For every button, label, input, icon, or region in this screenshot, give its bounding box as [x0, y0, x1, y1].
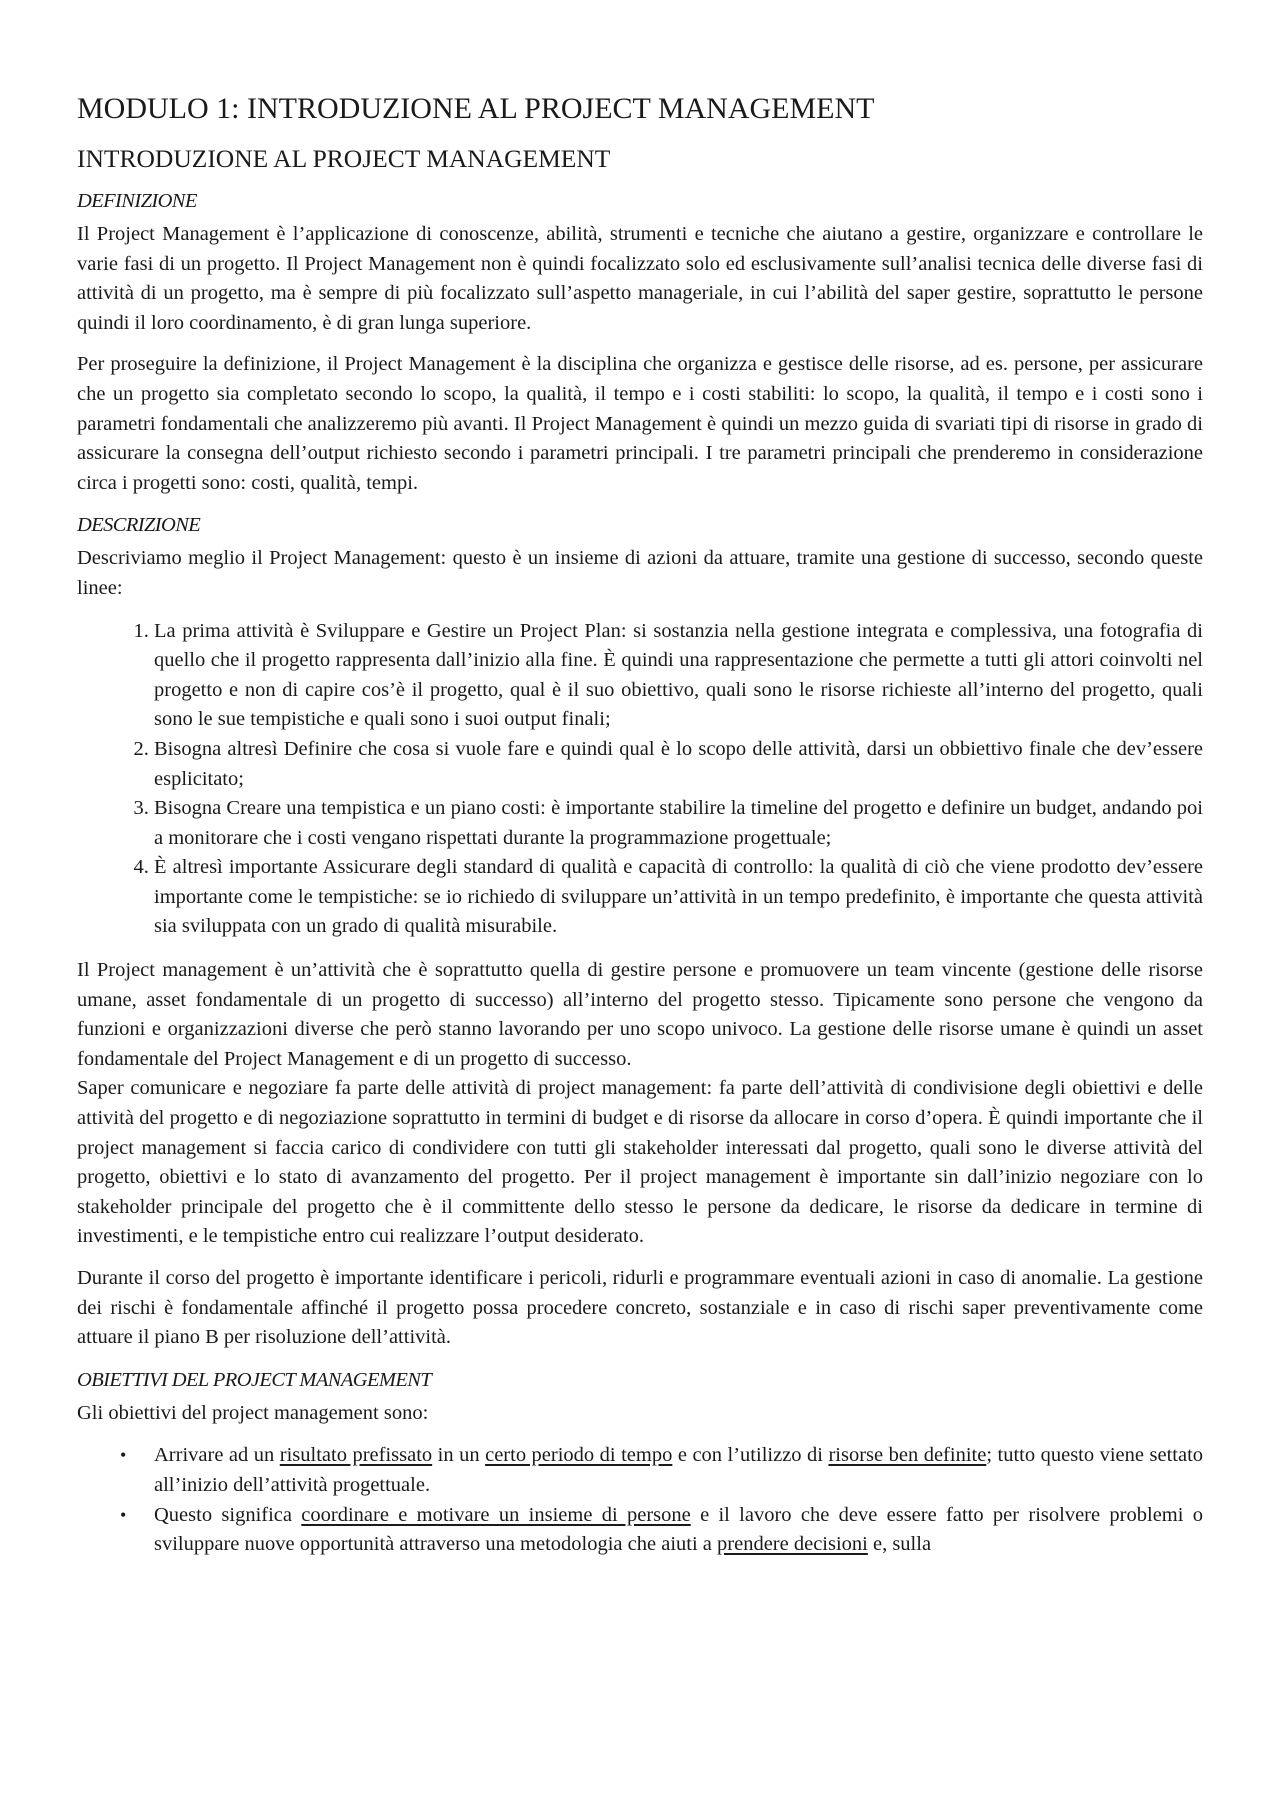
underlined-term: risorse ben definite — [828, 1444, 987, 1467]
text-run: e con l’utilizzo di — [672, 1444, 829, 1467]
text-run: in un — [432, 1444, 486, 1467]
bullet-item — [120, 1501, 1203, 1560]
paragraph-descrizione-1: Il Project management è un’attività che è soprattutto quella di gestire persone e promuovere un team vincente (gestione delle risorse umane, asset fondamentale di un progetto di successo) all’interno del progetto stesso. Tipicamente sono persone che vengono da funzioni e organizzazioni diverse che però stanno lavorando per uno scopo univoco. La gestione delle risorse umane è quindi un asset fondamentale del Project Management e di un progetto di successo. — [77, 959, 1203, 1070]
heading-obiettivi: OBIETTIVI DEL PROJECT MANAGEMENT — [77, 1368, 432, 1391]
paragraph-definizione-2: Per proseguire la definizione, il Project Management è la disciplina che organizza e gestisce delle risorse, ad es. persone, per assicurare che un progetto sia completato secondo lo scopo, la qualità, il tempo e i costi stabiliti: lo scopo, la qualità, il tempo e i costi sono i parametri fondamentali che analizzeremo più avanti. Il Project Management è quindi un mezzo guida di svariati tipi di risorse in grado di assicurare la consegna dell’output richiesto secondo i parametri principali. I tre parametri principali che prenderemo in considerazione circa i progetti sono: costi, qualità, tempi. — [77, 353, 1203, 494]
paragraph-definizione-1: Il Project Management è l’applicazione di conoscenze, abilità, strumenti e tecniche che aiutano a gestire, organizzare e controllare le varie fasi di un progetto. Il Project Management non è quindi focalizzato solo ed esclusivamente sull’analisi tecnica delle diverse fasi di attività di un progetto, ma è sempre di più focalizzato sull’aspetto manageriale, in cui l’abilità del saper gestire, soprattutto le persone quindi il loro coordinamento, è di gran lunga superiore. — [77, 223, 1203, 334]
list-item: 1. La prima attività è Sviluppare e Gestire un Project Plan: si sostanzia nella gestione integrata e complessiva, una fotografia di quello che il progetto rappresenta dall’inizio alla fine. È quindi una rappresentazione che permette a tutti gli attori coinvolti nel progetto e non di capire cos’è il progetto, qual è il suo obiettivo, quali sono le risorse richieste all’interno del progetto, quali sono le sue tempistiche e quali sono i suoi output finali; — [154, 617, 1203, 735]
module-title: MODULO 1: INTRODUZIONE AL PROJECT MANAGEMENT — [77, 92, 875, 125]
text-run: e, sulla — [867, 1533, 932, 1556]
bullet-icon: • — [120, 1445, 127, 1466]
paragraph-descrizione-2: Saper comunicare e negoziare fa parte delle attività di project management: fa parte dell’attività di condivisione degli obiettivi e delle attività del progetto e di negoziazione soprattutto in termini di budget e di risorse da allocare in corso d’opera. È quindi importante che il project management si faccia carico di condividere con tutti gli stakeholder interessati dal progetto, quali sono le diverse attività del progetto, obiettivi e lo stato di avanzamento del progetto. Per il project management è importante sin dall’inizio negoziare con lo stakeholder principale del progetto che è il committente dello stesso le persone da dedicare, le risorse da dedicare in termine di investimenti, e le tempistiche entro cui realizzare l’output desiderato. — [77, 1077, 1203, 1248]
heading-descrizione: DESCRIZIONE — [77, 514, 201, 537]
underlined-term: risultato prefissato — [279, 1444, 433, 1467]
underlined-term: prendere decisioni — [717, 1533, 868, 1556]
paragraph-descrizione-3: Durante il corso del progetto è importante identificare i pericoli, ridurli e programmare eventuali azioni in caso di anomalie. La gestione dei rischi è fondamentale affinché il progetto possa procedere concreto, sostanziale e in caso di rischi saper preventivamente come attuare il piano B per risoluzione dell’attività. — [77, 1267, 1203, 1349]
text-run: e il lavoro che deve essere fatto per risolvere problemi o sviluppare nuove opportunità attraverso una metodologia che aiuti a — [154, 1503, 1203, 1556]
numbered-list — [77, 617, 1203, 943]
bullet-icon: • — [120, 1504, 127, 1525]
paragraph-descrizione-intro: Descriviamo meglio il Project Management: questo è un insieme di azioni da attuare, tramite una gestione di successo, secondo queste linee: — [77, 547, 1203, 599]
text-run: Arrivare ad un — [154, 1444, 280, 1467]
bullet-list — [77, 1441, 1203, 1559]
underlined-term: coordinare e motivare un insieme di persone — [301, 1503, 691, 1526]
list-item: 4. È altresì importante Assicurare degli standard di qualità e capacità di controllo: la qualità di ciò che viene prodotto dev’essere importante come le tempistiche: se io richiedo di sviluppare un’attività in un tempo predefinito, è importante che questa attività sia sviluppata con un grado di qualità misurabile. — [154, 853, 1203, 942]
list-item: 2. Bisogna altresì Definire che cosa si vuole fare e quindi qual è lo scopo delle attività, darsi un obbiettivo finale che dev’essere esplicitato; — [154, 735, 1203, 794]
section-title: INTRODUZIONE AL PROJECT MANAGEMENT — [77, 144, 611, 173]
bullet-item — [120, 1441, 1204, 1500]
heading-definizione: DEFINIZIONE — [77, 190, 197, 212]
list-item: 3. Bisogna Creare una tempistica e un piano costi: è importante stabilire la timeline del progetto e definire un budget, andando poi a monitorare che i costi vengano rispettati durante la programmazione progettuale; — [154, 794, 1203, 853]
paragraph-obiettivi-intro: Gli obiettivi del project management sono: — [77, 1401, 429, 1424]
text-run: ; tutto questo viene settato all’inizio dell’attività progettuale. — [154, 1444, 1204, 1496]
document-body — [77, 190, 1203, 1574]
text-run: Questo significa — [154, 1503, 302, 1526]
underlined-term: certo periodo di tempo — [485, 1444, 673, 1467]
